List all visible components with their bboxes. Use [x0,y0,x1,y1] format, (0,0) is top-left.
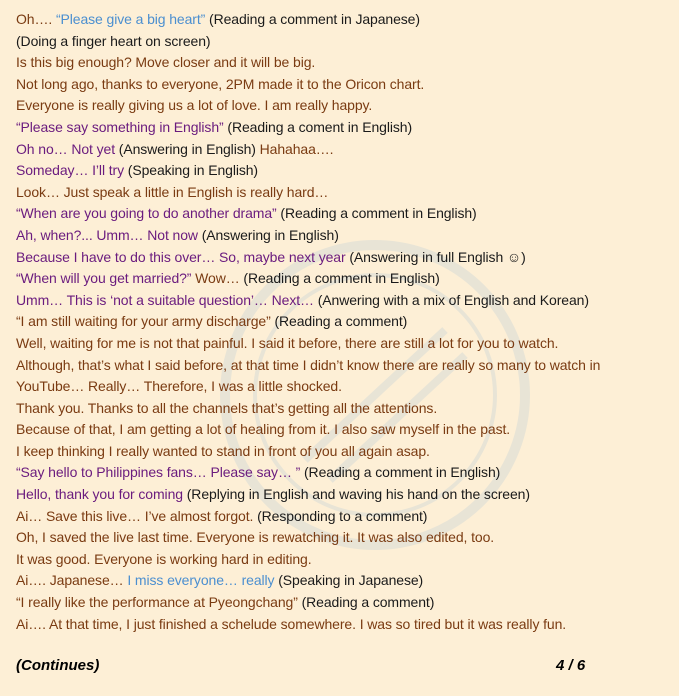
transcript-line [16,398,676,420]
transcript-line [16,592,676,614]
line-segment: (Answering in English) [197,226,339,243]
transcript-line [16,290,676,312]
line-segment: (Speaking in Japanese) [274,572,424,589]
transcript-line [16,139,676,161]
line-segment: “I really like the performance at Pyeongchang” [16,594,298,611]
line-segment: I keep thinking I really wanted to stand in front of you all again asap. [16,442,430,459]
line-segment: (Reading a comment in English) [243,270,440,287]
transcript-line [16,376,676,398]
line-segment: (Reading a comment in English) [276,205,477,222]
line-segment: “I am still waiting for your army discharge” [16,313,271,330]
transcript-line [16,419,676,441]
line-segment: (Speaking in English) [124,162,258,179]
transcript-line [16,506,676,528]
transcript-line [16,268,676,290]
line-segment: Because I have to do this over… So, maybe next year [16,248,346,265]
line-segment: “When are you going to do another drama” [16,205,277,222]
line-segment: “Please give a big heart” [55,11,206,27]
transcript-line [16,74,676,96]
line-segment: “Please say something in English” [16,118,224,135]
line-segment: Oh…. [16,11,56,27]
transcript-line [16,549,676,571]
line-segment: Ai…. Japanese… [16,572,128,589]
line-segment: Ai… Save this live… I’ve almost forgot. [16,507,254,524]
line-segment: Thank you. Thanks to all the channels that’s getting all the attentions. [16,399,438,416]
line-segment: Ai…. At that time, I just finished a schelude somewhere. I was so tired but it was really fun. [16,615,567,632]
transcript-line [16,203,676,225]
line-segment: Although, that’s what I said before, at that time I didn’t know there are really so many to watch in [16,356,601,373]
line-segment: Because of that, I am getting a lot of healing from it. I also saw myself in the past. [16,421,511,438]
transcript-line [16,614,676,636]
line-segment: Is this big enough? Move closer and it will be big. [16,54,316,71]
line-segment: (Replying in English and waving his hand on the screen) [182,486,530,503]
transcript-line [16,462,676,484]
transcript-line [16,333,676,355]
line-segment: (Reading a comment) [297,594,435,611]
transcript-line [16,225,676,247]
line-segment: Not long ago, thanks to everyone, 2PM made it to the Oricon chart. [16,75,425,92]
line-segment: Well, waiting for me is not that painful. I said it before, there are still a lot for you to watch. [16,334,559,351]
line-segment: (Answering in full English ☺) [345,248,526,265]
transcript-line [16,247,676,269]
line-segment: (Answering in English) [114,140,260,157]
transcript-line [16,117,676,139]
line-segment: Someday… I’ll try [16,162,124,179]
transcript-line [16,182,676,204]
line-segment: (Reading a comment in Japanese) [205,11,420,27]
line-segment: Oh, I saved the live last time. Everyone is rewatching it. It was also edited, too. [16,529,495,546]
line-segment: (Reading a comment) [270,313,408,330]
transcript-line [16,52,676,74]
line-segment: Hello, thank you for coming [16,486,183,503]
line-segment: Umm… This is ‘not a suitable question’… Next… [16,291,314,308]
transcript-line [16,527,676,549]
line-segment: Oh no… Not yet [16,140,115,157]
transcript-line [16,355,676,377]
line-segment: “Say hello to Philippines fans… Please say… ” [16,464,301,481]
transcript-line [16,311,676,333]
line-segment: (Anwering with a mix of English and Korean) [313,291,589,308]
line-segment: I miss everyone… really [127,572,275,589]
line-segment: Hahahaa…. [259,140,334,157]
transcript-line [16,441,676,463]
line-segment: Everyone is really giving us a lot of love. I am really happy. [16,97,373,114]
transcript-lines [16,9,676,635]
page-number: 4 / 6 [556,657,586,674]
transcript-line [16,9,676,31]
transcript-line [16,570,676,592]
line-segment: Wow… [191,270,244,287]
transcript-line [16,484,676,506]
transcript-line [16,160,676,182]
line-segment: (Reading a comment in English) [300,464,501,481]
line-segment: (Reading a coment in English) [223,118,413,135]
continues-label: (Continues) [16,657,100,674]
line-segment: “When will you get married?” [16,270,192,287]
line-segment: (Responding to a comment) [253,507,428,524]
transcript-line [16,95,676,117]
line-segment: It was good. Everyone is working hard in editing. [16,550,312,567]
line-segment: Look… Just speak a little in English is really hard… [16,183,329,200]
transcript-line [16,31,676,53]
line-segment: (Doing a finger heart on screen) [16,32,211,49]
line-segment: YouTube… Really… Therefore, I was a little shocked. [16,378,342,395]
line-segment: Ah, when?... Umm… Not now [16,226,198,243]
